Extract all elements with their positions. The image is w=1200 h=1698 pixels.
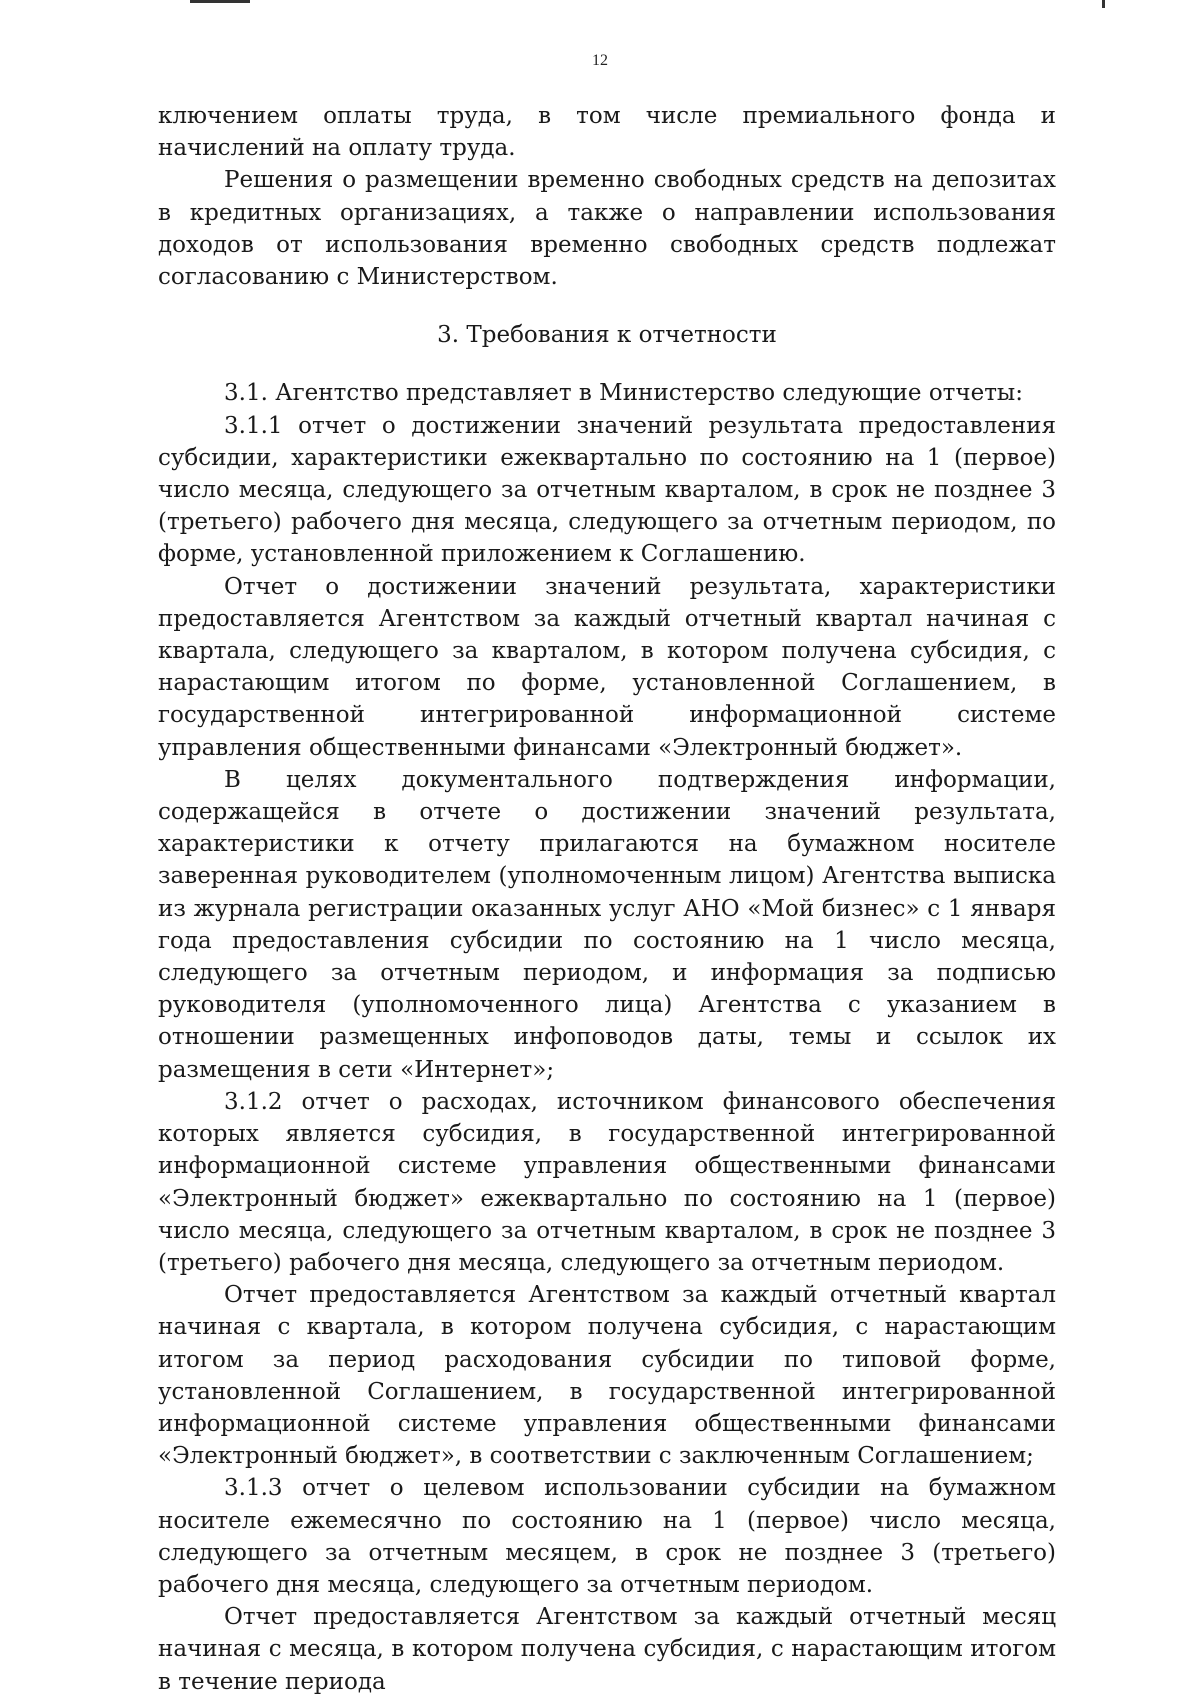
paragraph-3-1: 3.1. Агентство представляет в Министерство следующие отчеты: [224, 380, 1023, 407]
scan-edge-mark-right [1102, 0, 1105, 8]
page-number: 12 [592, 52, 608, 69]
scan-edge-mark [190, 0, 250, 3]
document-body [158, 100, 1056, 1698]
paragraph-continuation: ключением оплаты труда, в том числе премиального фонда и начислений на оплату труда. [158, 103, 1056, 162]
paragraph-3-1-2: 3.1.2 отчет о расходах, источником финансового обеспечения которых является субсидия, в государственной интегрированной информационной системе управления общественными финансами «Электронный бюджет» ежеквартально по состоянию на 1 (первое) число месяца, следующего за отчетным кварталом, в срок не позднее 3 (третьего) рабочего дня месяца, следующего за отчетным периодом. [158, 1088, 1056, 1276]
paragraph-report-monthly: Отчет предоставляется Агентством за каждый отчетный месяц начиная с месяца, в котором получена субсидия, с нарастающим итогом в течение периода [158, 1604, 1056, 1695]
paragraph-documentary: В целях документального подтверждения информации, содержащейся в отчете о достижении значений результата, характеристики к отчету прилагаются на бумажном носителе заверенная руководителем (уполномоченным лицом) Агентства выписка из журнала регистрации оказанных услуг АНО «Мой бизнес» с 1 января года предоставления субсидии по состоянию на 1 число месяца, следующего за отчетным периодом, и информация за подписью руководителя (уполномоченного лица) Агентства с указанием в отношении размещенных инфоповодов даты, темы и ссылок их размещения в сети «Интернет»; [158, 766, 1056, 1083]
paragraph-report-expenses: Отчет предоставляется Агентством за каждый отчетный квартал начиная с квартала, в котором получена субсидия, с нарастающим итогом за период расходования субсидии по типовой форме, установленной Соглашением, в государственной интегрированной информационной системе управления общественными финансами «Электронный бюджет», в соответствии с заключенным Соглашением; [158, 1282, 1056, 1470]
paragraph-3-1-3: 3.1.3 отчет о целевом использовании субсидии на бумажном носителе ежемесячно по состоянию на 1 (первое) число месяца, следующего за отчетным месяцем, в срок не позднее 3 (третьего) рабочего дня месяца, следующего за отчетным периодом. [158, 1475, 1056, 1598]
paragraph-deposits: Решения о размещении временно свободных средств на депозитах в кредитных организациях, а также о направлении использования доходов от использования временно свободных средств подлежат согласованию с Министерством. [158, 167, 1056, 291]
section-heading: 3. Требования к отчетности [437, 322, 777, 349]
paragraph-3-1-1: 3.1.1 отчет о достижении значений результата предоставления субсидии, характеристики ежеквартально по состоянию на 1 (первое) число месяца, следующего за отчетным кварталом, в срок не позднее 3 (третьего) рабочего дня месяца, следующего за отчетным периодом, по форме, установленной приложением к Соглашению. [158, 412, 1056, 568]
paragraph-report-result: Отчет о достижении значений результата, характеристики предоставляется Агентством за каждый отчетный квартал начиная с квартала, следующего за кварталом, в котором получена субсидия, с нарастающим итогом по форме, установленной Соглашением, в государственной интегрированной информационной системе управления общественными финансами «Электронный бюджет». [158, 573, 1056, 761]
